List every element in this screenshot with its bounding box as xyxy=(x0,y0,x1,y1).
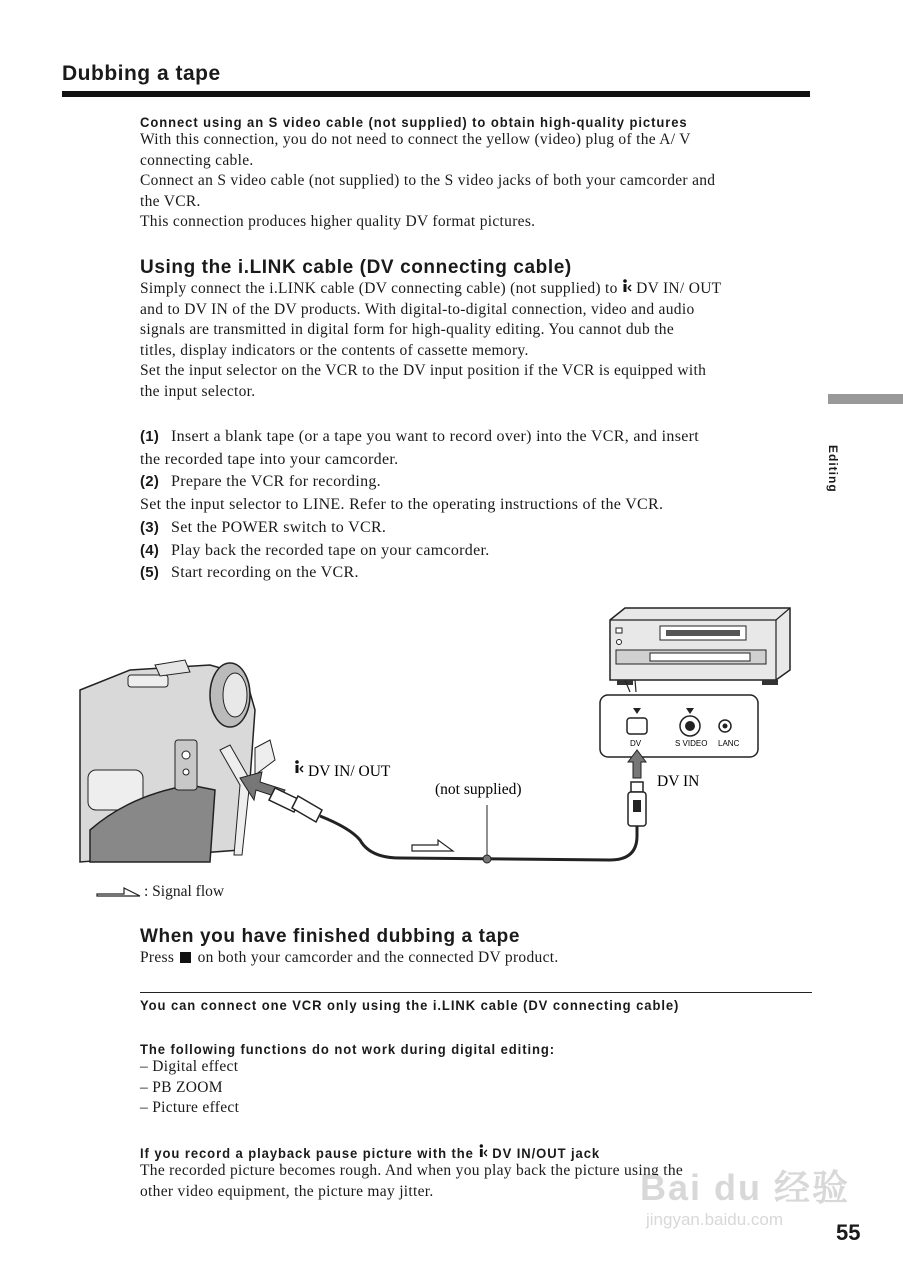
functions-heading: The following functions do not work during digital editing: xyxy=(140,1041,556,1057)
ilink-line: titles, display indicators or the contents of cassette memory. xyxy=(140,341,529,359)
step-continuation: the recorded tape into your camcorder. xyxy=(140,450,399,468)
pause-heading-a: If you record a playback pause picture with the xyxy=(140,1145,474,1161)
function-item: – PB ZOOM xyxy=(140,1078,223,1096)
ilink-line: Set the input selector on the VCR to the DV input position if the VCR is equipped with xyxy=(140,362,707,379)
function-item: – Picture effect xyxy=(140,1099,240,1116)
notes-rule xyxy=(140,992,812,993)
ilink-port-text: DV IN/ OUT xyxy=(636,280,722,297)
notes-functions xyxy=(140,1041,812,1119)
svideo-line: With this connection, you do not need to connect the yellow (video) plug of the A/ V xyxy=(140,131,691,148)
jack-label-lanc: LANC xyxy=(718,739,740,748)
pause-heading xyxy=(140,1144,765,1161)
ilink-heading: Using the i.LINK cable (DV connecting cable) xyxy=(140,257,572,278)
note-one-vcr: You can connect one VCR only using the i.LINK cable (DV connecting cable) xyxy=(140,997,680,1013)
step-item xyxy=(140,517,812,540)
vcr-illustration xyxy=(610,608,790,692)
step-item xyxy=(140,426,812,449)
svideo-section xyxy=(140,114,812,233)
watermark-url: jingyan.baidu.com xyxy=(646,1210,784,1229)
dv-plug-camcorder xyxy=(269,788,322,822)
ilink-line1-text: Simply connect the i.LINK cable (DV connecting cable) (not supplied) to xyxy=(140,280,618,297)
svideo-heading: Connect using an S video cable (not supplied) to obtain high-quality pictures xyxy=(140,114,688,130)
ilink-icon xyxy=(478,1144,487,1158)
side-tab-label: Editing xyxy=(826,445,840,493)
step-text: Start recording on the VCR. xyxy=(171,564,359,582)
step-item xyxy=(140,540,812,563)
cable-label-pointer-dot xyxy=(483,855,491,863)
page-title: Dubbing a tape xyxy=(62,62,221,85)
step-number: (5) xyxy=(140,564,160,582)
pause-heading-b: DV IN/OUT jack xyxy=(492,1145,601,1161)
ilink-line: the input selector. xyxy=(140,382,256,400)
finished-heading: When you have finished dubbing a tape xyxy=(140,926,521,947)
ilink-icon xyxy=(622,279,632,293)
ilink-line: and to DV IN of the DV products. With digital-to-digital connection, video and audio xyxy=(140,300,695,318)
step-item xyxy=(140,471,812,494)
step-text: Play back the recorded tape on your camcorder. xyxy=(171,541,490,559)
svideo-line: Connect an S video cable (not supplied) to the S video jacks of both your camcorder and xyxy=(140,172,716,189)
connection-diagram xyxy=(70,600,800,910)
jack-label-svideo: S VIDEO xyxy=(675,739,708,748)
ilink-line xyxy=(140,279,812,300)
steps-list xyxy=(140,426,812,585)
legend-signal-flow-icon xyxy=(96,882,142,898)
watermark-logo: Bai du 经验 xyxy=(640,1167,851,1208)
pause-line: The recorded picture becomes rough. And when you play back the picture using the xyxy=(140,1162,684,1179)
ilink-line: signals are transmitted in digital form for high-quality editing. You cannot dub the xyxy=(140,321,675,338)
ilink-section xyxy=(140,257,812,402)
finished-section xyxy=(140,926,812,969)
step-number: (2) xyxy=(140,473,160,491)
step-text: Insert a blank tape (or a tape you want to record over) into the VCR, and insert xyxy=(171,428,699,445)
dv-cable xyxy=(320,816,637,860)
title-rule xyxy=(62,91,810,97)
step-number: (3) xyxy=(140,518,160,536)
step-number: (1) xyxy=(140,428,160,445)
finished-text-a: Press xyxy=(140,949,175,966)
side-tab-bar xyxy=(828,394,903,404)
camcorder-illustration xyxy=(80,660,275,862)
vcr-port-label: DV IN xyxy=(657,773,700,790)
page-number: 55 xyxy=(836,1220,861,1245)
finished-text-b: on both your camcorder and the connected DV product. xyxy=(197,949,559,966)
signal-flow-arrow-icon xyxy=(412,840,453,851)
step-number: (4) xyxy=(140,541,160,559)
step-continuation: Set the input selector to LINE. Refer to the operating instructions of the VCR. xyxy=(140,496,664,514)
svideo-line: connecting cable. xyxy=(140,151,254,169)
step-text: Set the POWER switch to VCR. xyxy=(171,518,387,536)
jack-label-dv: DV xyxy=(630,739,642,748)
stop-icon xyxy=(180,952,191,963)
pause-line: other video equipment, the picture may jitter. xyxy=(140,1182,434,1200)
cable-label: (not supplied) xyxy=(435,781,522,798)
camcorder-port-callout xyxy=(295,760,391,780)
function-item: – Digital effect xyxy=(140,1058,239,1075)
dv-plug-vcr xyxy=(628,782,646,826)
svideo-line: This connection produces higher quality DV format pictures. xyxy=(140,213,536,230)
step-text: Prepare the VCR for recording. xyxy=(171,473,381,491)
legend-label: : Signal flow xyxy=(144,883,225,900)
ilink-icon xyxy=(295,760,303,773)
notes-section xyxy=(140,997,812,1013)
svideo-line: the VCR. xyxy=(140,192,201,210)
step-item xyxy=(140,562,812,585)
finished-text xyxy=(140,948,812,969)
camcorder-port-label: DV IN/ OUT xyxy=(308,763,391,780)
